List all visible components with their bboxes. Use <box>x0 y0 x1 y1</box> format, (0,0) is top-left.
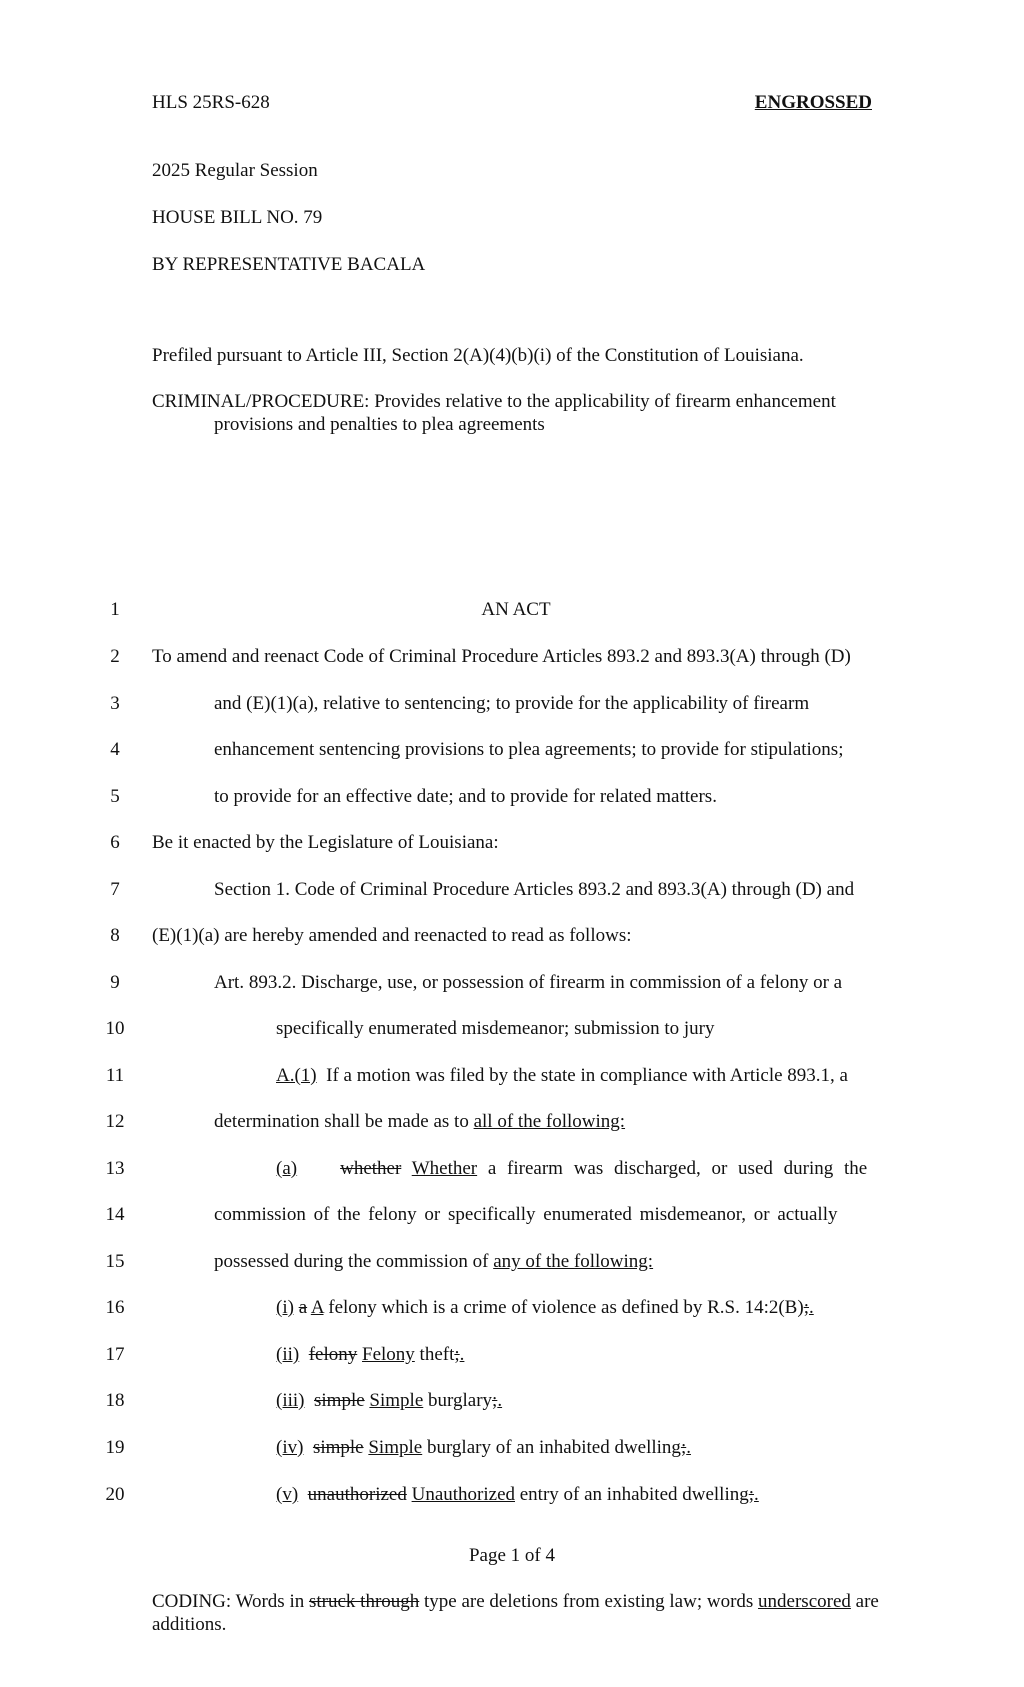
inserted-text: Whether <box>411 1158 478 1179</box>
deleted-text: ; <box>454 1344 460 1365</box>
body-text: burglary <box>428 1390 493 1411</box>
line-number: 15 <box>105 1251 125 1272</box>
page-number: Page 1 of 4 <box>468 1545 555 1566</box>
line-number: 18 <box>105 1390 125 1411</box>
line-number: 20 <box>105 1484 125 1505</box>
body-line: To amend and reenact Code of Criminal Procedure Articles 893.2 and 893.3(A) through (D) <box>152 646 851 667</box>
line-number: 7 <box>110 879 120 900</box>
inserted-text: (a) <box>276 1158 298 1179</box>
body-line <box>152 1297 880 1319</box>
inserted-text: . <box>808 1297 814 1318</box>
body-text: theft <box>419 1344 455 1365</box>
inserted-text: Simple <box>368 1437 423 1458</box>
line-number: 14 <box>105 1204 125 1225</box>
bill-number: HOUSE BILL NO. 79 <box>152 207 323 228</box>
synopsis-line-1: CRIMINAL/PROCEDURE: Provides relative to the applicability of firearm enhancement <box>152 391 836 412</box>
deleted-text: felony <box>308 1344 358 1365</box>
body-text: possessed during the commission of <box>214 1251 489 1272</box>
act-title: AN ACT <box>481 599 551 620</box>
body-line <box>152 1437 880 1459</box>
line-number: 2 <box>110 646 120 667</box>
inserted-text: (iii) <box>276 1390 305 1411</box>
line-number: 8 <box>110 925 120 946</box>
body-line: to provide for an effective date; and to provide for related matters. <box>214 786 717 807</box>
line-number: 4 <box>110 739 120 760</box>
inserted-text: . <box>754 1484 759 1505</box>
inserted-text: (v) <box>276 1484 299 1505</box>
enacting-clause: Be it enacted by the Legislature of Louisiana: <box>152 832 499 853</box>
deleted-text: ; <box>492 1390 498 1411</box>
coding-text: are additions. <box>152 1591 879 1635</box>
body-text: felony which is a crime of violence as defined by R.S. 14:2(B) <box>328 1297 804 1318</box>
body-line <box>152 1158 880 1180</box>
bill-author: BY REPRESENTATIVE BACALA <box>152 254 426 275</box>
inserted-text: any of the following: <box>493 1251 654 1272</box>
deleted-text: ; <box>803 1297 809 1318</box>
inserted-text: . <box>497 1390 503 1411</box>
body-text: entry of an inhabited dwelling <box>519 1484 749 1505</box>
body-line: (E)(1)(a) are hereby amended and reenacted to read as follows: <box>152 925 632 946</box>
line-number: 5 <box>110 786 120 807</box>
coding-text: CODING: Words in <box>152 1591 305 1612</box>
line-number: 16 <box>105 1297 125 1318</box>
line-number: 13 <box>105 1158 125 1179</box>
synopsis-line-2: provisions and penalties to plea agreements <box>214 414 545 435</box>
body-text: If a motion was filed by the state in compliance with Article 893.1, a <box>326 1065 848 1086</box>
line-number: 3 <box>110 693 120 714</box>
prefiled-note: Prefiled pursuant to Article III, Section 2(A)(4)(b)(i) of the Constitution of Louisiana. <box>152 345 804 366</box>
body-text: determination shall be made as to <box>214 1111 469 1132</box>
bill-code: HLS 25RS-628 <box>152 92 270 113</box>
inserted-text: A <box>310 1297 324 1318</box>
inserted-text: Unauthorized <box>411 1484 515 1505</box>
deleted-text: a <box>298 1297 308 1318</box>
inserted-text: Simple <box>369 1390 424 1411</box>
deleted-text: ; <box>680 1437 687 1458</box>
body-line <box>152 1065 880 1087</box>
coding-underscored-sample: underscored <box>758 1591 851 1612</box>
body-line <box>152 1251 880 1273</box>
line-number: 17 <box>105 1344 125 1365</box>
deleted-text: unauthorized <box>307 1484 407 1505</box>
inserted-text: . <box>686 1437 691 1458</box>
deleted-text: whether <box>340 1158 402 1179</box>
inserted-text: Felony <box>362 1344 415 1365</box>
coding-text: type are deletions from existing law; words <box>424 1591 754 1612</box>
line-number: 1 <box>110 599 120 620</box>
inserted-text: all of the following: <box>473 1111 626 1132</box>
body-text: burglary of an inhabited dwelling <box>426 1437 681 1458</box>
body-line: enhancement sentencing provisions to plea agreements; to provide for stipulations; <box>214 739 844 760</box>
line-number: 10 <box>105 1018 125 1039</box>
article-heading-cont: specifically enumerated misdemeanor; submission to jury <box>276 1018 715 1039</box>
body-line <box>152 1111 880 1133</box>
body-line: Section 1. Code of Criminal Procedure Articles 893.2 and 893.3(A) through (D) and <box>214 879 855 900</box>
deleted-text: simple <box>312 1437 364 1458</box>
inserted-text: (ii) <box>276 1344 300 1365</box>
inserted-text: (i) <box>276 1297 294 1318</box>
coding-legend <box>152 1590 880 1636</box>
inserted-text: . <box>459 1344 465 1365</box>
body-line: commission of the felony or specifically enumerated misdemeanor, or actually <box>214 1204 838 1225</box>
line-number: 12 <box>105 1111 125 1132</box>
bill-synopsis <box>152 390 880 436</box>
deleted-text: simple <box>314 1390 365 1411</box>
body-line <box>152 1390 880 1412</box>
body-line <box>152 1484 880 1506</box>
line-number: 9 <box>110 972 120 993</box>
line-number: 11 <box>105 1065 125 1086</box>
body-line <box>152 1344 880 1366</box>
engrossed-status: ENGROSSED <box>754 92 872 113</box>
article-heading: Art. 893.2. Discharge, use, or possession of firearm in commission of a felony or a <box>214 972 843 993</box>
line-number: 6 <box>110 832 120 853</box>
session-label: 2025 Regular Session <box>152 160 318 181</box>
coding-struck-sample: struck through <box>308 1591 420 1612</box>
deleted-text: ; <box>748 1484 755 1505</box>
inserted-text: (iv) <box>276 1437 304 1458</box>
inserted-text: A.(1) <box>276 1065 317 1086</box>
body-line: and (E)(1)(a), relative to sentencing; to provide for the applicability of firearm <box>214 693 810 714</box>
body-text: a firearm was discharged, or used during the <box>487 1158 868 1179</box>
line-number: 19 <box>105 1437 125 1458</box>
